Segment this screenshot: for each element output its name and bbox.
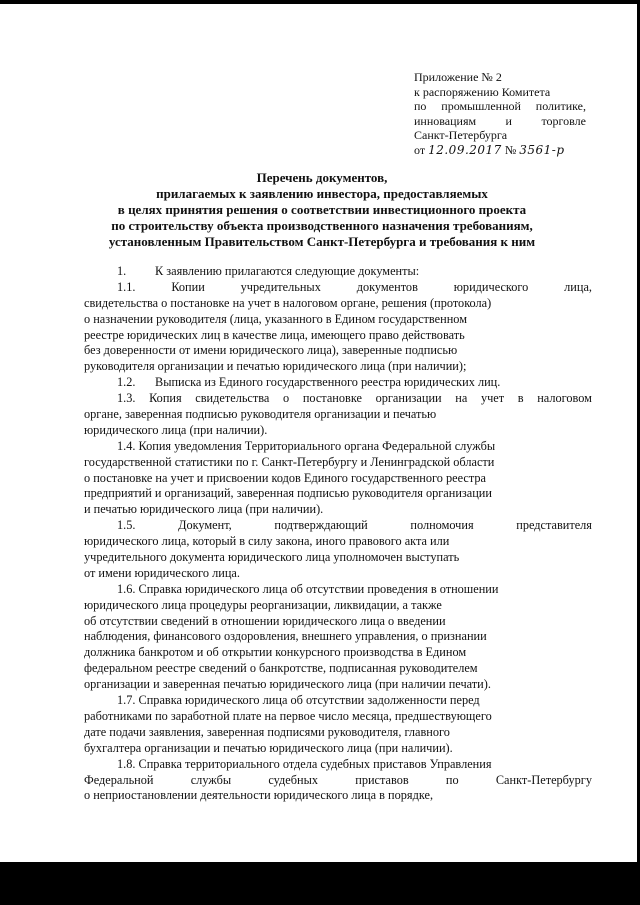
- paragraph-1-2: 1.2. Выписка из Единого государственного реестра юридических лиц.: [117, 375, 501, 390]
- title-line: прилагаемых к заявлению инвестора, предоставляемых: [156, 186, 488, 201]
- appendix-line-2: к распоряжению Комитета: [414, 84, 551, 99]
- document-body: [84, 264, 592, 804]
- title-line: по строительству объекта производственного назначения требованиям,: [111, 218, 533, 233]
- appendix-line-4: инновациям и торговле: [414, 113, 586, 128]
- title-line: Перечень документов,: [256, 170, 388, 185]
- appendix-line-5: Санкт-Петербурга: [414, 128, 508, 142]
- title-line: установленным Правительством Санкт-Петербурга и требования к ним: [108, 234, 536, 249]
- handwritten-number: 3561-р: [519, 142, 565, 157]
- handwritten-date: 12.09.2017: [428, 142, 502, 157]
- title-line: в целях принятия решения о соответствии инвестиционного проекта: [117, 202, 527, 217]
- document-title: [40, 170, 604, 250]
- appendix-header: [414, 70, 586, 157]
- scan-border-top: [0, 0, 640, 4]
- paragraph-1-1: 1.1. Копии учредительных документов юридического лица, свидетельства о постановке на учет в налоговом органе, решения (протокола) о назначении руководителя (лица, указанного в Едином государственном реестре юридических лиц в качестве лица, имеющего право действовать без доверенности от имени юридического лица), заверенные подписью руководителя организации и печатью юридического лица (при наличии);: [84, 279, 592, 374]
- appendix-line-3: по промышленной политике,: [414, 99, 586, 113]
- appendix-date-number: от 12.09.2017 № 3561-р: [414, 142, 565, 157]
- paragraph-1-7: 1.7. Справка юридического лица об отсутствии задолженности перед работниками по заработной плате на первое число месяца, предшествующего дате подачи заявления, заверенная подписями руководителя, главного бухгалтера организации и печатью юридического лица (при наличии).: [84, 693, 492, 755]
- paragraph-1: 1. К заявлению прилагаются следующие документы:: [117, 264, 420, 278]
- appendix-line-1: Приложение № 2: [414, 70, 502, 84]
- paragraph-1-3: 1.3. Копия свидетельства о постановке организации на учет в налоговом органе, заверенная подписью руководителя организации и печатью юридического лица (при наличии).: [84, 391, 592, 437]
- paragraph-1-5: 1.5. Документ, подтверждающий полномочия представителя юридического лица, который в силу закона, иного правового акта или учредительного документа юридического лица уполномочен выступать от имени юридического лица.: [84, 518, 592, 580]
- paragraph-1-6: 1.6. Справка юридического лица об отсутствии проведения в отношении юридического лица процедуры реорганизации, ликвидации, а также об отсутствии сведений в отношении юридического лица о введении наблюдения, финансового оздоровления, внешнего управления, о признании должника банкротом и об открытии конкурсного производства в Едином федеральном реестре сведений о банкротстве, подписанная руководителем организации и заверенная печатью юридического лица (при наличии печати).: [84, 581, 499, 692]
- scan-border-bottom: [0, 862, 640, 905]
- paragraph-1-8: 1.8. Справка территориального отдела судебных приставов Управления Федеральной службы судебных приставов по Санкт-Петербургу о неприостановлении деятельности юридического лица в порядке,: [84, 756, 592, 803]
- paragraph-1-4: 1.4. Копия уведомления Территориального органа Федеральной службы государственной статистики по г. Санкт-Петербургу и Ленинградской области о постановке на учет и присвоении кодов Единого государственного реестра предприятий и организаций, заверенная подписью руководителя организации и печатью юридического лица (при наличии).: [84, 438, 496, 517]
